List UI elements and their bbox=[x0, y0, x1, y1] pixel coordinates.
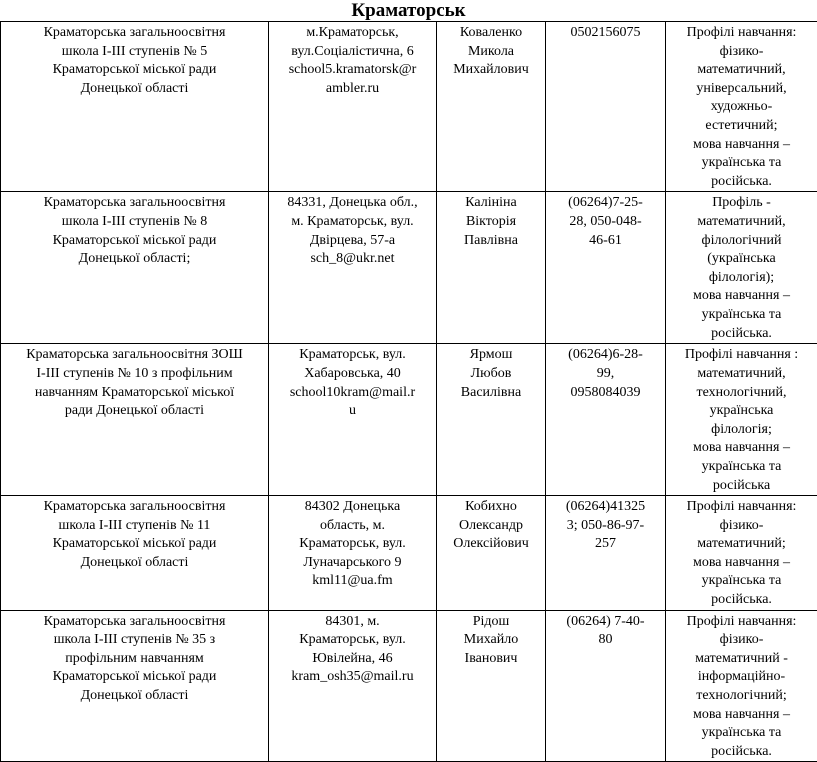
profile-line: фізико- bbox=[669, 631, 814, 650]
school-name-line: Краматорська загальноосвітня bbox=[4, 613, 265, 632]
profile-line: українська та bbox=[669, 306, 814, 325]
phone-line: 257 bbox=[549, 535, 662, 554]
school-name-cell bbox=[1, 610, 269, 762]
address-line: м.Краматорськ, bbox=[272, 24, 433, 43]
school-name-cell bbox=[1, 192, 269, 344]
profile-line: математичний, bbox=[669, 213, 814, 232]
school-name-line: Донецької області bbox=[4, 80, 265, 99]
profile-line: російська. bbox=[669, 743, 814, 762]
address-cell bbox=[269, 344, 437, 496]
phone-cell bbox=[546, 192, 666, 344]
profile-line: Профілі навчання: bbox=[669, 24, 814, 43]
director-line: Коваленко bbox=[440, 24, 542, 43]
profile-line: фізико- bbox=[669, 517, 814, 536]
address-line: Краматорськ, вул. bbox=[272, 535, 433, 554]
school-name-line: Краматорська загальноосвітня bbox=[4, 498, 265, 517]
address-line: school5.kramatorsk@r bbox=[272, 61, 433, 80]
profile-line: українська bbox=[669, 402, 814, 421]
director-line: Рідош bbox=[440, 613, 542, 632]
profile-line: математичний, bbox=[669, 365, 814, 384]
director-line: Іванович bbox=[440, 650, 542, 669]
address-line: Луначарського 9 bbox=[272, 554, 433, 573]
phone-line: (06264)6-28- bbox=[549, 346, 662, 365]
address-line: м. Краматорськ, вул. bbox=[272, 213, 433, 232]
profile-line: технологічний; bbox=[669, 687, 814, 706]
phone-line: 99, bbox=[549, 365, 662, 384]
address-line: ambler.ru bbox=[272, 80, 433, 99]
profile-line: українська та bbox=[669, 154, 814, 173]
address-line: Двірцева, 57-а bbox=[272, 232, 433, 251]
address-line: Краматорськ, вул. bbox=[272, 631, 433, 650]
phone-cell bbox=[546, 610, 666, 762]
address-line: u bbox=[272, 402, 433, 421]
school-name-line: Краматорської міської ради bbox=[4, 232, 265, 251]
profile-line: інформаційно- bbox=[669, 668, 814, 687]
profile-line: Профілі навчання: bbox=[669, 613, 814, 632]
director-line: Павлівна bbox=[440, 232, 542, 251]
school-name-line: Донецької області bbox=[4, 554, 265, 573]
profile-cell bbox=[666, 496, 817, 611]
profile-line: українська та bbox=[669, 458, 814, 477]
school-name-line: Краматорської міської ради bbox=[4, 668, 265, 687]
phone-cell bbox=[546, 344, 666, 496]
address-line: Ювілейна, 46 bbox=[272, 650, 433, 669]
profile-line: мова навчання – bbox=[669, 136, 814, 155]
profile-line: філологічний bbox=[669, 232, 814, 251]
phone-line: (06264)41325 bbox=[549, 498, 662, 517]
profile-cell bbox=[666, 344, 817, 496]
phone-line: 3; 050-86-97- bbox=[549, 517, 662, 536]
address-line: область, м. bbox=[272, 517, 433, 536]
address-line: Краматорськ, вул. bbox=[272, 346, 433, 365]
profile-line: українська та bbox=[669, 572, 814, 591]
profile-line: математичний; bbox=[669, 535, 814, 554]
school-name-line: Краматорської міської ради bbox=[4, 61, 265, 80]
director-line: Микола bbox=[440, 43, 542, 62]
school-name-line: навчанням Краматорської міської bbox=[4, 384, 265, 403]
profile-cell bbox=[666, 610, 817, 762]
city-title: Краматорськ bbox=[0, 0, 817, 22]
school-name-line: Краматорської міської ради bbox=[4, 535, 265, 554]
director-cell bbox=[437, 496, 546, 611]
school-name-line: Донецької області; bbox=[4, 250, 265, 269]
school-name-cell bbox=[1, 496, 269, 611]
school-name-cell bbox=[1, 22, 269, 192]
table-row bbox=[1, 496, 817, 611]
director-line: Ярмош bbox=[440, 346, 542, 365]
director-line: Кобихно bbox=[440, 498, 542, 517]
director-line: Василівна bbox=[440, 384, 542, 403]
phone-line: 46-61 bbox=[549, 232, 662, 251]
school-name-line: Донецької області bbox=[4, 687, 265, 706]
address-line: Хабаровська, 40 bbox=[272, 365, 433, 384]
phone-cell bbox=[546, 22, 666, 192]
address-line: kram_osh35@mail.ru bbox=[272, 668, 433, 687]
phone-line: 80 bbox=[549, 631, 662, 650]
profile-line: російська bbox=[669, 477, 814, 496]
school-name-line: школа I-III ступенів № 5 bbox=[4, 43, 265, 62]
profile-cell bbox=[666, 192, 817, 344]
director-line: Любов bbox=[440, 365, 542, 384]
profile-line: українська та bbox=[669, 724, 814, 743]
address-line: school10kram@mail.r bbox=[272, 384, 433, 403]
profile-line: технологічний, bbox=[669, 384, 814, 403]
director-line: Калініна bbox=[440, 194, 542, 213]
profile-line: філологія); bbox=[669, 269, 814, 288]
table-row bbox=[1, 344, 817, 496]
profile-line: мова навчання – bbox=[669, 287, 814, 306]
phone-cell bbox=[546, 496, 666, 611]
table-row bbox=[1, 22, 817, 192]
school-name-line: Краматорська загальноосвітня bbox=[4, 24, 265, 43]
school-name-line: школа I-III ступенів № 35 з bbox=[4, 631, 265, 650]
profile-line: естетичний; bbox=[669, 117, 814, 136]
profile-line: універсальний, bbox=[669, 80, 814, 99]
director-line: Михайло bbox=[440, 631, 542, 650]
director-cell bbox=[437, 610, 546, 762]
phone-line: 28, 050-048- bbox=[549, 213, 662, 232]
address-cell bbox=[269, 22, 437, 192]
profile-line: філологія; bbox=[669, 421, 814, 440]
director-line: Олександр bbox=[440, 517, 542, 536]
profile-line: Профілі навчання: bbox=[669, 498, 814, 517]
phone-line: (06264) 7-40- bbox=[549, 613, 662, 632]
address-line: 84331, Донецька обл., bbox=[272, 194, 433, 213]
address-line: 84301, м. bbox=[272, 613, 433, 632]
profile-line: російська. bbox=[669, 173, 814, 192]
address-line: kml11@ua.fm bbox=[272, 572, 433, 591]
director-line: Вікторія bbox=[440, 213, 542, 232]
address-line: вул.Соціалістична, 6 bbox=[272, 43, 433, 62]
phone-line: (06264)7-25- bbox=[549, 194, 662, 213]
address-cell bbox=[269, 192, 437, 344]
profile-line: математичний - bbox=[669, 650, 814, 669]
profile-line: художньо- bbox=[669, 98, 814, 117]
school-name-line: ради Донецької області bbox=[4, 402, 265, 421]
profile-line: мова навчання – bbox=[669, 554, 814, 573]
school-name-line: I-III ступенів № 10 з профільним bbox=[4, 365, 265, 384]
profile-line: фізико- bbox=[669, 43, 814, 62]
profile-cell bbox=[666, 22, 817, 192]
address-cell bbox=[269, 496, 437, 611]
director-line: Михайлович bbox=[440, 61, 542, 80]
address-cell bbox=[269, 610, 437, 762]
profile-line: мова навчання – bbox=[669, 706, 814, 725]
profile-line: Профіль - bbox=[669, 194, 814, 213]
director-cell bbox=[437, 344, 546, 496]
school-name-line: школа I-III ступенів № 8 bbox=[4, 213, 265, 232]
profile-line: математичний, bbox=[669, 61, 814, 80]
schools-table bbox=[0, 21, 817, 762]
profile-line: російська. bbox=[669, 591, 814, 610]
school-name-line: профільним навчанням bbox=[4, 650, 265, 669]
address-line: sch_8@ukr.net bbox=[272, 250, 433, 269]
school-name-line: Краматорська загальноосвітня bbox=[4, 194, 265, 213]
school-name-line: Краматорська загальноосвітня ЗОШ bbox=[4, 346, 265, 365]
director-cell bbox=[437, 192, 546, 344]
school-name-cell bbox=[1, 344, 269, 496]
address-line: 84302 Донецька bbox=[272, 498, 433, 517]
profile-line: (українська bbox=[669, 250, 814, 269]
director-line: Олексійович bbox=[440, 535, 542, 554]
profile-line: російська. bbox=[669, 325, 814, 344]
phone-line: 0958084039 bbox=[549, 384, 662, 403]
phone-line: 0502156075 bbox=[549, 24, 662, 43]
profile-line: Профілі навчання : bbox=[669, 346, 814, 365]
table-row bbox=[1, 192, 817, 344]
profile-line: мова навчання – bbox=[669, 439, 814, 458]
director-cell bbox=[437, 22, 546, 192]
table-row bbox=[1, 610, 817, 762]
school-name-line: школа I-III ступенів № 11 bbox=[4, 517, 265, 536]
